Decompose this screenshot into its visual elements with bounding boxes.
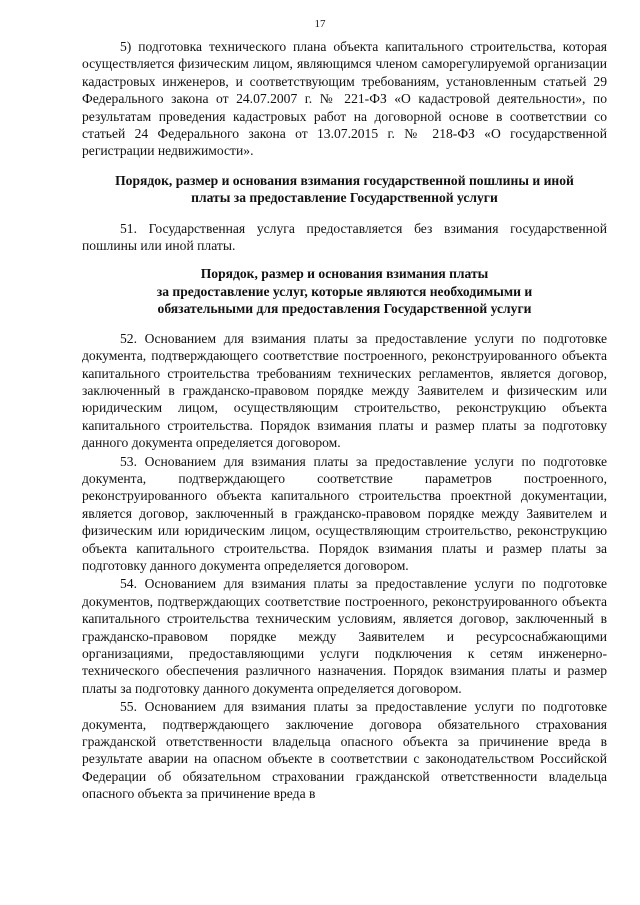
section-heading-state-fee xyxy=(82,172,607,207)
paragraph-53: 53. Основанием для взимания платы за предоставление услуги по подготовке документа, подтверждающего соответствие параметров построенного, реконструированного объекта капитального строительства проектной документации, является договор, заключенный в гражданско-правовом порядке между Заявителем и физическим или юридическим лицом, осуществляющим строительство, реконструкцию объекта капитального строительства. Порядок взимания платы и размер платы за подготовку данного документа определяется договором. xyxy=(82,453,607,573)
paragraph-55: 55. Основанием для взимания платы за предоставление услуги по подготовке документа, подтверждающего заключение договора обязательного страхования гражданской ответственности владельца опасного объекта за причинение вреда в результате аварии на опасном объекте в соответствии с законодательством Российской Федерации об обязательном страховании гражданской ответственности владельца опасного объекта за причинение вреда в xyxy=(82,699,607,802)
paragraph-54: 54. Основанием для взимания платы за предоставление услуги по подготовке документов, подтверждающих соответствие построенного, реконструированного объекта капитального строительства техническим условиям, является договор, заключенный в гражданско-правовом порядке между Заявителем и ресурсоснабжающими организациями, предоставляющими услуги подключения к сетям инженерно-технического обеспечения различного назначения. Порядок взимания платы и размер платы за подготовку данного документа определяется договором. xyxy=(82,576,607,696)
spacer xyxy=(82,318,607,330)
paragraph-52: 52. Основанием для взимания платы за предоставление услуги по подготовке документа, подтверждающего соответствие построенного, реконструированного объекта капитального строительства требованиям технических регламентов, является договор, заключенный в гражданско-правовом порядке между Заявителем и физическим или юридическим лицом, осуществляющим строительство, реконструкцию объекта капитального строительства. Порядок взимания платы и размер платы за подготовку данного документа определяется договором. xyxy=(82,330,607,451)
spacer xyxy=(82,207,607,220)
paragraph-51: 51. Государственная услуга предоставляется без взимания государственной пошлины или иной платы. xyxy=(82,220,607,254)
heading-line: платы за предоставление Государственной услуги xyxy=(191,190,498,206)
heading-line: Порядок, размер и основания взимания государственной пошлины и иной xyxy=(115,172,574,188)
heading-line: обязательными для предоставления Государственной услуги xyxy=(157,301,532,317)
document-body xyxy=(82,38,607,803)
heading-line: за предоставление услуг, которые являются необходимыми и xyxy=(156,283,533,299)
section-heading-required-services-fee xyxy=(82,265,607,317)
page-number: 17 xyxy=(314,18,326,30)
spacer xyxy=(82,254,607,265)
heading-line: Порядок, размер и основания взимания платы xyxy=(200,266,489,282)
spacer xyxy=(82,160,607,172)
paragraph-item-5: 5) подготовка технического плана объекта капитального строительства, которая осуществляется физическим лицом, являющимся членом саморегулируемой организации кадастровых инженеров, и соответствующим требованиям, установленным статьей 29 Федерального закона от 24.07.2007 г. № 221-ФЗ «О кадастровой деятельности», по результатам проведения кадастровых работ на договорной основе в соответствии со статьей 24 Федерального закона от 13.07.2015 г. № 218-ФЗ «О государственной регистрации недвижимости». xyxy=(82,39,607,159)
